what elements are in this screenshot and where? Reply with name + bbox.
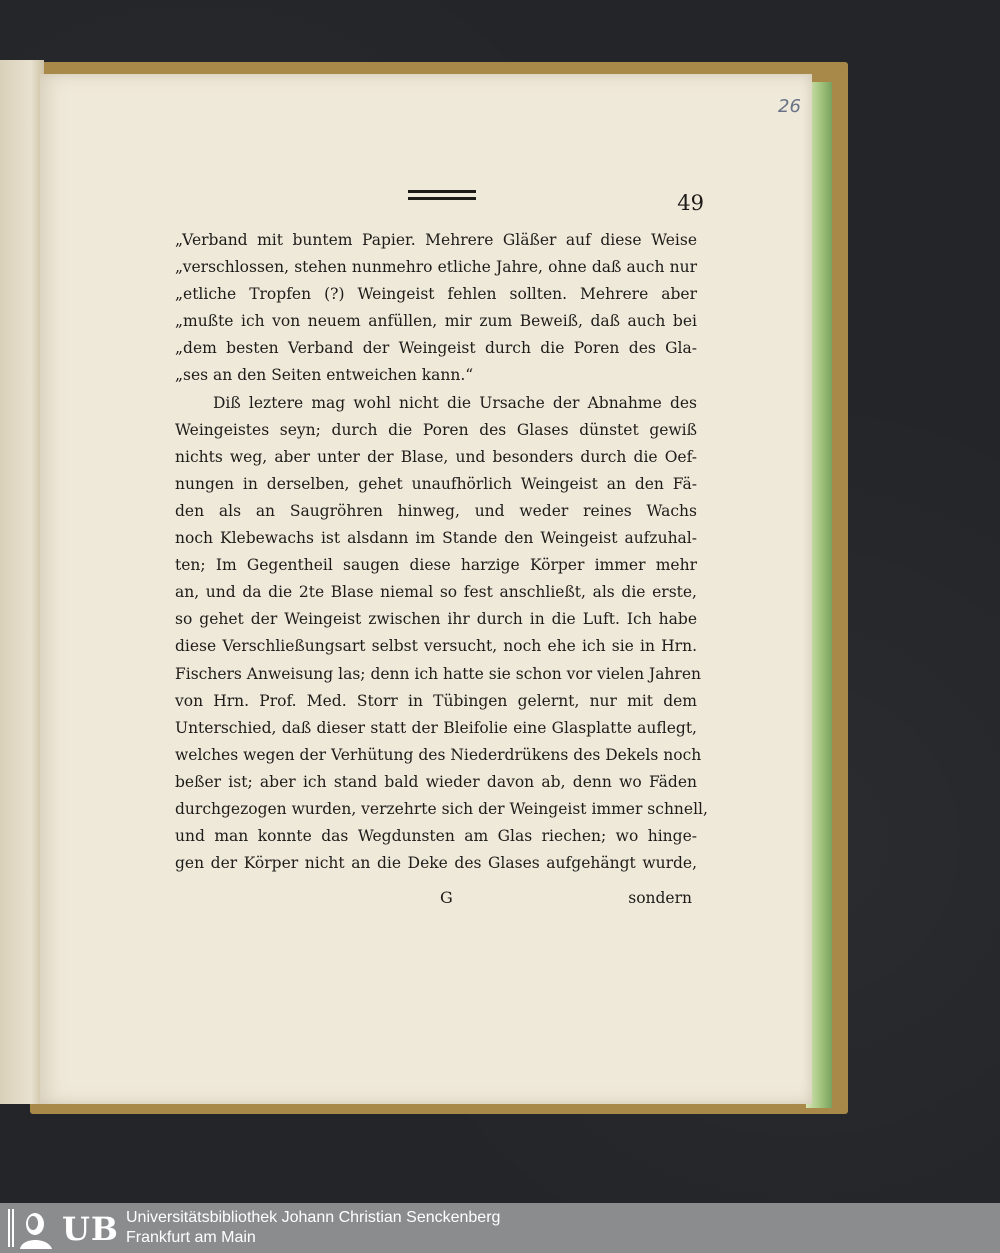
institution-name: [126, 1208, 726, 1248]
text-line: nungen in derselben, gehet unaufhörlich Weingeist an den Fä-: [175, 474, 697, 493]
library-footer-bar: [0, 1203, 1000, 1253]
text-line: Weingeistes seyn; durch die Poren des Glases dünstet gewiß: [175, 420, 697, 439]
text-line: „Verband mit buntem Papier. Mehrere Gläßer auf diese Weise: [175, 231, 697, 249]
body-text: [175, 227, 708, 877]
text-line: den als an Saugröhren hinweg, und weder reines Wachs: [175, 501, 697, 520]
text-line: Fischers Anweisung las; denn ich hatte sie schon vor vielen Jahren: [175, 664, 701, 683]
text-line: „etliche Tropfen (?) Weingeist fehlen sollten. Mehrere aber: [175, 285, 697, 304]
text-line: durchgezogen wurden, verzehrte sich der Weingeist immer schnell,: [175, 799, 708, 818]
text-line: noch Klebewachs ist alsdann im Stande den Weingeist aufzuhal-: [175, 529, 697, 548]
pencil-folio-number: 26: [778, 96, 801, 117]
facing-page-edge: [0, 60, 44, 1104]
text-line: „dem besten Verband der Weingeist durch die Poren des Gla-: [175, 339, 697, 358]
text-line: welches wegen der Verhütung des Niederdrükens des Dekels noch: [175, 745, 702, 764]
ub-logo[interactable]: [6, 1207, 119, 1249]
text-line: und man konnte das Wegdunsten am Glas riechen; wo hinge-: [175, 827, 697, 846]
text-line: nichts weg, aber unter der Blase, und besonders durch die Oef-: [175, 447, 697, 466]
text-line: gen der Körper nicht an die Deke des Glases aufgehängt wurde,: [175, 854, 697, 873]
text-line: „verschlossen, stehen nunmehro etliche Jahre, ohne daß auch nur: [175, 258, 697, 277]
page-number: 49: [677, 191, 704, 215]
text-line: Unterschied, daß dieser statt der Bleifolie eine Glasplatte auflegt,: [175, 718, 697, 737]
text-line: beßer ist; aber ich stand bald wieder davon ab, denn wo Fäden: [175, 772, 697, 791]
text-line: ten; Im Gegentheil saugen diese harzige Körper immer mehr: [175, 556, 697, 575]
text-line: an, und da die 2te Blase niemal so fest anschließt, als die erste,: [175, 583, 697, 602]
text-line: diese Verschließungsart selbst versucht, noch ehe ich sie in Hrn.: [175, 637, 697, 656]
text-line: „mußte ich von neuem anfüllen, mir zum Beweiß, daß auch bei: [175, 312, 697, 331]
senckenberg-portrait-icon: [6, 1207, 58, 1249]
text-line: „ses an den Seiten entweichen kann.“: [175, 366, 474, 385]
text-line: von Hrn. Prof. Med. Storr in Tübingen gelernt, nur mit dem: [175, 691, 697, 710]
institution-line-2: Frankfurt am Main: [126, 1229, 256, 1246]
catchword: sondern: [628, 889, 692, 907]
header-double-rule: [408, 190, 476, 200]
signature-mark: G: [440, 888, 453, 907]
text-line: so gehet der Weingeist zwischen ihr durch in die Luft. Ich habe: [175, 610, 697, 629]
text-line: Diß leztere mag wohl nicht die Ursache der Abnahme des: [213, 393, 697, 412]
institution-line-1: Universitätsbibliothek Johann Christian Senckenberg: [126, 1209, 501, 1226]
ub-logo-text: UB: [62, 1210, 119, 1248]
